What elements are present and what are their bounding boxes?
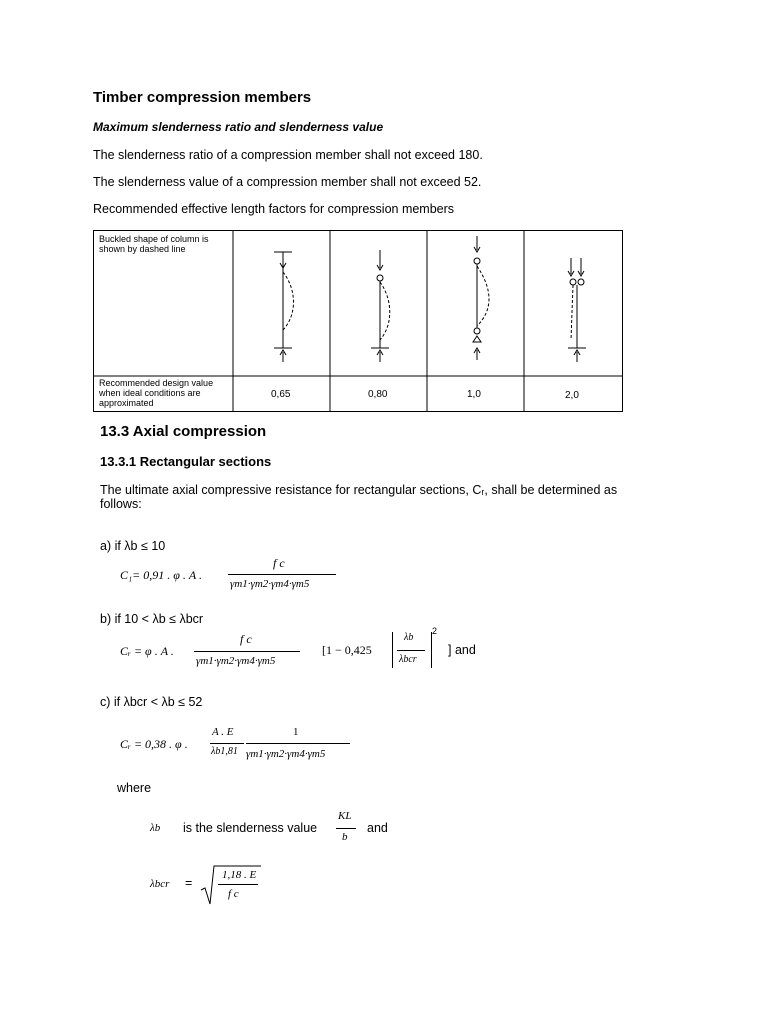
and-text-2: and	[367, 821, 388, 835]
subtitle: Maximum slenderness ratio and slenderness value	[93, 120, 384, 134]
buckled-shape-icon	[473, 236, 489, 360]
fraction-bar	[228, 574, 336, 575]
kl-denominator: b	[342, 831, 348, 843]
case-a-condition: a) if λb ≤ 10	[100, 539, 166, 553]
fraction-bar	[246, 743, 350, 744]
table-value-label: Recommended design value when ideal conditions are approximated	[99, 378, 214, 408]
table-value-cell: 2,0	[565, 390, 579, 401]
subsection-heading: 13.3.1 Rectangular sections	[100, 454, 272, 469]
paragraph-slenderness-ratio: The slenderness ratio of a compression member shall not exceed 180.	[93, 148, 483, 162]
table-value-cell: 0,65	[271, 389, 291, 400]
table-header-label: Buckled shape of column is shown by dashed line	[99, 234, 209, 254]
superscript-square: 2	[432, 626, 438, 636]
formula-c-one: 1	[293, 726, 299, 738]
sqrt-denominator: f c	[228, 888, 239, 900]
intro-paragraph: The ultimate axial compressive resistance for rectangular sections, Cᵣ, shall be determined as follows:	[100, 483, 618, 511]
formula-c-lhs: Cᵣ = 0,38 . φ .	[120, 737, 188, 751]
formula-b-denominator: γm1·γm2·γm4·γm5	[196, 655, 276, 667]
formula-b-lhs: Cᵣ = φ . A .	[120, 644, 174, 658]
formula-b-numerator: f c	[240, 632, 252, 646]
case-c-condition: c) if λbcr < λb ≤ 52	[100, 695, 203, 709]
lambda-b: λb	[404, 632, 414, 643]
fraction-bar	[210, 743, 244, 744]
lambda-b-symbol: λb	[150, 822, 161, 834]
sqrt-numerator: 1,18 . E	[222, 869, 257, 881]
page-title: Timber compression members	[93, 89, 312, 106]
formula-c-denominator: γm1·γm2·γm4·γm5	[246, 748, 326, 760]
buckled-shape-icon	[371, 250, 390, 362]
where-label: where	[117, 781, 152, 795]
formula-c-ae: A . E	[212, 726, 234, 738]
lambda-bcr-symbol: λbcr	[150, 878, 170, 890]
section-heading: 13.3 Axial compression	[100, 423, 267, 440]
fraction-bar	[336, 828, 356, 829]
fraction-bar	[397, 650, 425, 651]
buckled-shape-icon	[274, 252, 294, 362]
formula-a-denominator: γm1·γm2·γm4·γm5	[230, 578, 310, 590]
paragraph-slenderness-value: The slenderness value of a compression member shall not exceed 52.	[93, 175, 482, 189]
formula-a-numerator: f c	[273, 556, 285, 570]
formula-c-lambda: λb1,81	[211, 746, 238, 757]
buckled-shape-icon	[568, 258, 586, 362]
formula-a-lhs: C₁= 0,91 . φ . A .	[120, 568, 203, 582]
fraction-bar	[194, 651, 300, 652]
case-b-condition: b) if 10 < λb ≤ λbcr	[100, 612, 204, 626]
lambda-bcr: λbcr	[399, 654, 417, 665]
table-value-cell: 0,80	[368, 389, 388, 400]
lambda-definition: is the slenderness value	[183, 821, 318, 835]
formula-b-bracket: [1 − 0,425	[322, 643, 372, 657]
equals-sign: =	[185, 876, 193, 890]
kl-numerator: KL	[338, 810, 352, 822]
table-value-cell: 1,0	[467, 389, 481, 400]
fraction-bar	[218, 884, 258, 885]
effective-length-table	[93, 230, 623, 412]
and-text: ] and	[448, 643, 476, 657]
paragraph-effective-length: Recommended effective length factors for compression members	[93, 202, 455, 216]
